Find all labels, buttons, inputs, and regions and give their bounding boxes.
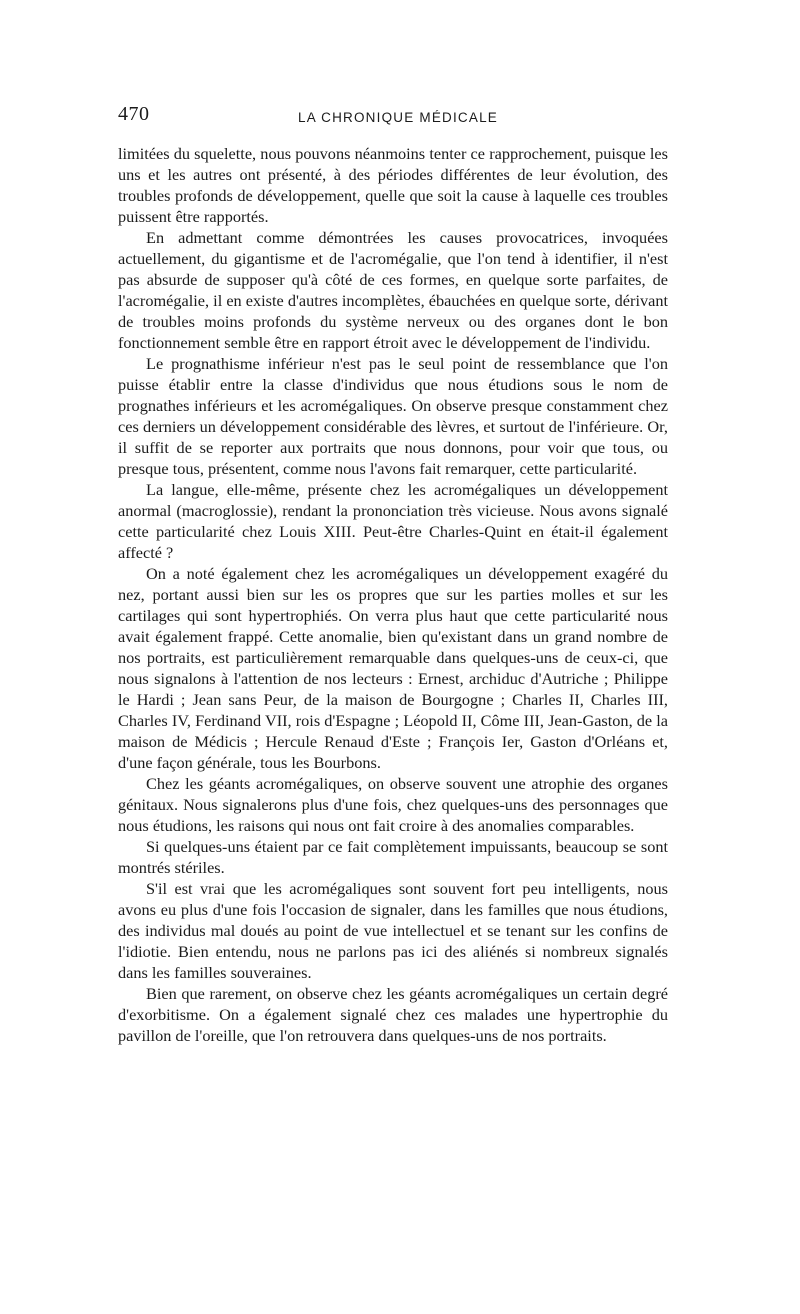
body-text	[118, 143, 668, 1046]
paragraph: Si quelques-uns étaient par ce fait complètement impuissants, beaucoup se sont montrés stériles.	[118, 837, 668, 877]
running-title: LA CHRONIQUE MÉDICALE	[298, 110, 498, 125]
paragraph: Le prognathisme inférieur n'est pas le seul point de ressemblance que l'on puisse établir entre la classe d'individus que nous étudions sous le nom de prognathes inférieurs et les acromégaliques. On observe presque constamment chez ces derniers un développement considérable des lèvres, et surtout de l'inférieure. Or, il suffit de se reporter aux portraits que nous donnons, pour voir que tous, ou presque tous, présentent, comme nous l'avons fait remarquer, cette particularité.	[118, 354, 668, 478]
paragraph: La langue, elle-même, présente chez les acromégaliques un développement anormal (macroglossie), rendant la prononciation très vicieuse. Nous avons signalé cette particularité chez Louis XIII. Peut-être Charles-Quint en était-il également affecté ?	[118, 480, 668, 562]
page-header	[118, 103, 668, 135]
paragraph: Bien que rarement, on observe chez les géants acromégaliques un certain degré d'exorbitisme. On a également signalé chez ces malades une hypertrophie du pavillon de l'oreille, que l'on retrouvera dans quelques-uns de nos portraits.	[118, 984, 668, 1045]
paragraph: S'il est vrai que les acromégaliques sont souvent fort peu intelligents, nous avons eu plus d'une fois l'occasion de signaler, dans les familles que nous étudions, des individus mal doués au point de vue intellectuel et se tenant sur les confins de l'idiotie. Bien entendu, nous ne parlons pas ici des aliénés si nombreux signalés dans les familles souveraines.	[118, 879, 668, 982]
paragraph: En admettant comme démontrées les causes provocatrices, invoquées actuellement, du gigantisme et de l'acromégalie, que l'on tend à identifier, il n'est pas absurde de supposer qu'à côté de ces formes, en quelque sorte parfaites, de l'acromégalie, il en existe d'autres incomplètes, ébauchées en quelque sorte, dérivant de troubles moins profonds du système nerveux ou des organes dont le bon fonctionnement semble être en rapport étroit avec le développement de l'individu.	[118, 228, 668, 352]
paragraph: Chez les géants acromégaliques, on observe souvent une atrophie des organes génitaux. Nous signalerons plus d'une fois, chez quelques-uns des personnages que nous étudions, les raisons qui nous ont fait croire à des anomalies comparables.	[118, 774, 668, 835]
page-number: 470	[118, 103, 150, 125]
paragraph: limitées du squelette, nous pouvons néanmoins tenter ce rapprochement, puisque les uns et les autres ont présenté, à des périodes différentes de leur évolution, des troubles profonds de développement, quelle que soit la cause à laquelle ces troubles puissent être rapportés.	[118, 144, 668, 226]
paragraph: On a noté également chez les acromégaliques un développement exagéré du nez, portant aussi bien sur les os propres que sur les parties molles et sur les cartilages qui sont hypertrophiés. On verra plus haut que cette particularité nous avait également frappé. Cette anomalie, bien qu'existant dans un grand nombre de nos portraits, est particulièrement remarquable dans quelques-uns de ceux-ci, que nous signalons à l'attention de nos lecteurs : Ernest, archiduc d'Autriche ; Philippe le Hardi ; Jean sans Peur, de la maison de Bourgogne ; Charles II, Charles III, Charles IV, Ferdinand VII, rois d'Espagne ; Léopold II, Côme III, Jean-Gaston, de la maison de Médicis ; Hercule Renaud d'Este ; François Ier, Gaston d'Orléans et, d'une façon générale, tous les Bourbons.	[118, 564, 668, 772]
